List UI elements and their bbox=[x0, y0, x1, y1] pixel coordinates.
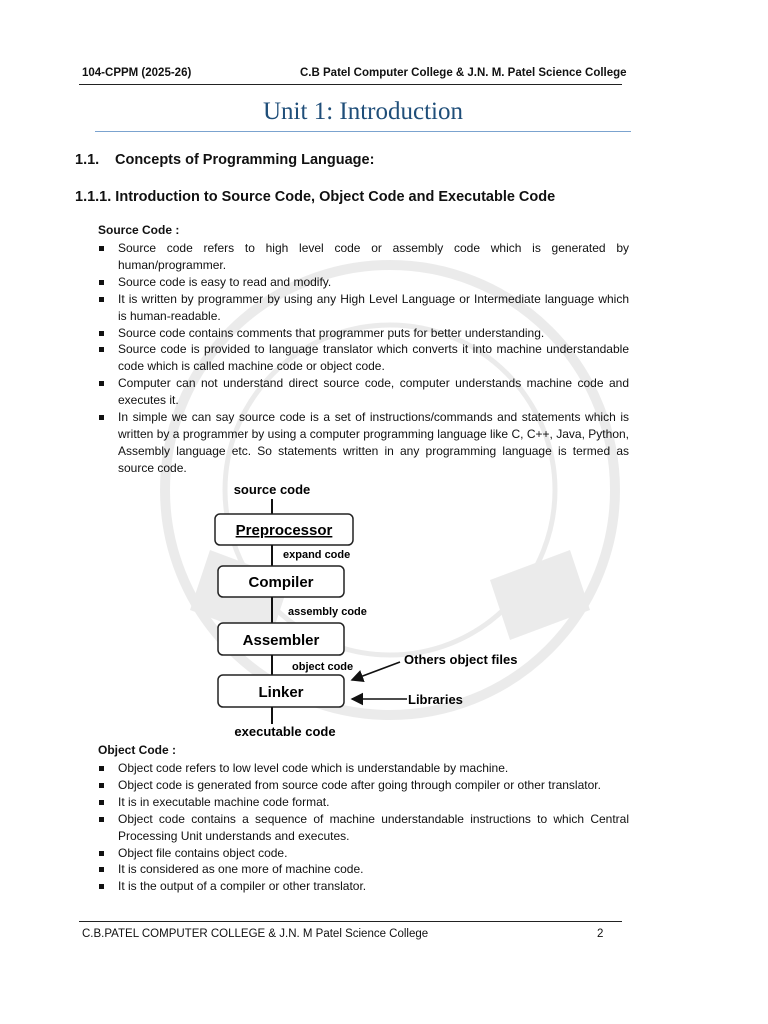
source-code-list bbox=[98, 240, 629, 477]
section-number: 1.1. bbox=[75, 152, 100, 168]
header-divider bbox=[79, 84, 622, 85]
page-title: Unit 1: Introduction bbox=[263, 98, 463, 125]
subsection-heading: 1.1.1. Introduction to Source Code, Object Code and Executable Code bbox=[75, 189, 556, 205]
page-number: 2 bbox=[597, 928, 604, 940]
list-item: Object code is generated from source code after going through compiler or other translator. bbox=[98, 777, 629, 794]
list-item: It is considered as one more of machine code. bbox=[98, 861, 629, 878]
diagram-executable-code-label: executable code bbox=[234, 724, 336, 739]
list-item: It is written by programmer by using any High Level Language or Intermediate language which is human-readable. bbox=[98, 291, 629, 325]
title-underline bbox=[95, 131, 631, 132]
footer-college: C.B.PATEL COMPUTER COLLEGE & J.N. M Patel Science College bbox=[82, 928, 429, 940]
footer-divider bbox=[79, 921, 622, 922]
section-heading bbox=[75, 152, 374, 168]
edge-label-assembly-code: assembly code bbox=[288, 606, 367, 618]
compilation-flow-diagram bbox=[195, 480, 535, 740]
header-course: 104-CPPM (2025-26) bbox=[82, 67, 192, 79]
others-object-files-label: Others object files bbox=[404, 652, 518, 667]
list-item: It is in executable machine code format. bbox=[98, 794, 629, 811]
libraries-label: Libraries bbox=[408, 692, 463, 707]
object-code-list bbox=[98, 760, 629, 895]
edge-label-expand-code: expand code bbox=[283, 549, 351, 561]
list-item: Object code contains a sequence of machine understandable instructions to which Central Processing Unit understands and executes. bbox=[98, 811, 629, 845]
list-item: Object file contains object code. bbox=[98, 845, 629, 862]
list-item: It is the output of a compiler or other translator. bbox=[98, 878, 629, 895]
header-college: C.B Patel Computer College & J.N. M. Patel Science College bbox=[300, 67, 627, 79]
list-item: Source code is easy to read and modify. bbox=[98, 274, 629, 291]
list-item: Computer can not understand direct source code, computer understands machine code and executes it. bbox=[98, 375, 629, 409]
edge-label-object-code: object code bbox=[292, 661, 354, 673]
list-item: Source code contains comments that programmer puts for better understanding. bbox=[98, 325, 629, 342]
object-files-arrow bbox=[352, 662, 400, 680]
assembler-label: Assembler bbox=[242, 632, 320, 649]
section-title: Concepts of Programming Language: bbox=[115, 152, 375, 168]
list-item: Source code refers to high level code or assembly code which is generated by human/programmer. bbox=[98, 240, 629, 274]
diagram-source-code-label: source code bbox=[233, 482, 311, 497]
list-item: Source code is provided to language translator which converts it into machine understandable code which is called machine code or object code. bbox=[98, 341, 629, 375]
linker-label: Linker bbox=[258, 684, 304, 701]
list-item: In simple we can say source code is a set of instructions/commands and statements which is written by a programmer by using a computer programming language like C, C++, Java, Python, Assembly language etc. So statements written in any programming language is termed as source code. bbox=[98, 409, 629, 477]
preprocessor-label: Preprocessor bbox=[235, 522, 333, 539]
list-item: Object code refers to low level code which is understandable by machine. bbox=[98, 760, 629, 777]
object-code-label: Object Code : bbox=[98, 743, 177, 757]
source-code-label: Source Code : bbox=[98, 223, 180, 237]
compiler-label: Compiler bbox=[248, 574, 314, 591]
